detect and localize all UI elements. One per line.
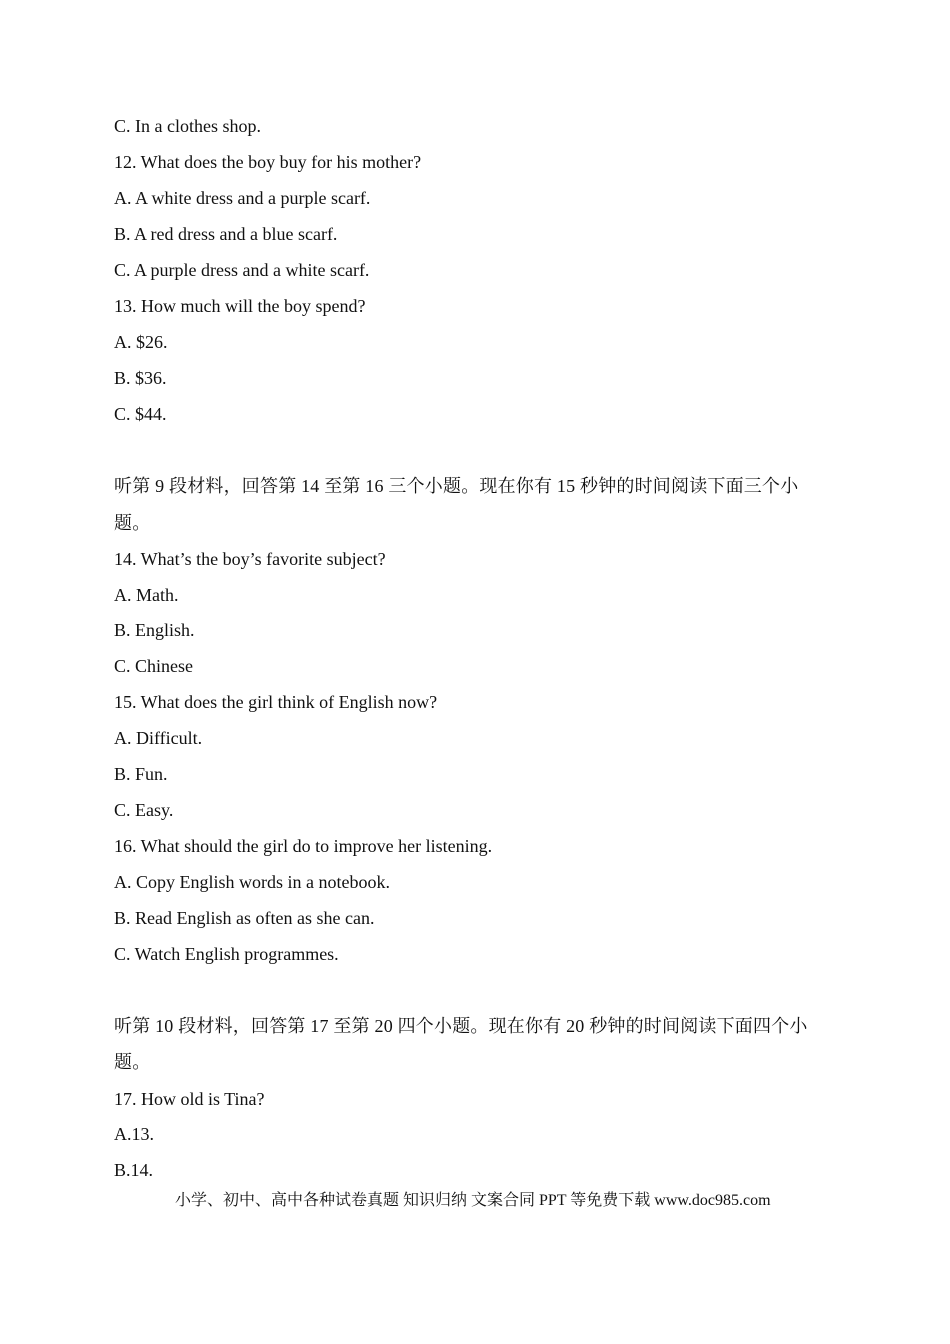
question-12: 12. What does the boy buy for his mother? xyxy=(114,152,422,172)
option-17a: A.13. xyxy=(114,1124,154,1144)
option-17b: B.14. xyxy=(114,1160,154,1180)
option-14b: B. English. xyxy=(114,620,195,640)
option-16a: A. Copy English words in a notebook. xyxy=(114,872,390,892)
question-14: 14. What’s the boy’s favorite subject? xyxy=(114,549,386,569)
section-9-instruction: 听第 9 段材料，回答第 14 至第 16 三个小题。现在你有 15 秒钟的时间阅读下面三个小 xyxy=(114,476,799,496)
option-15c: C. Easy. xyxy=(114,800,174,820)
option-12a: A. A white dress and a purple scarf. xyxy=(114,188,371,208)
option-16b: B. Read English as often as she can. xyxy=(114,908,375,928)
question-16: 16. What should the girl do to improve her listening. xyxy=(114,836,493,856)
option-12b: B. A red dress and a blue scarf. xyxy=(114,224,338,244)
option-14c: C. Chinese xyxy=(114,656,193,676)
question-15: 15. What does the girl think of English now? xyxy=(114,692,438,712)
section-10-instruction-cont: 题。 xyxy=(114,1052,151,1072)
option-15a: A. Difficult. xyxy=(114,728,203,748)
section-9-instruction-cont: 题。 xyxy=(114,513,151,533)
option-11c: C. In a clothes shop. xyxy=(114,116,261,136)
question-13: 13. How much will the boy spend? xyxy=(114,296,366,316)
option-13a: A. $26. xyxy=(114,332,168,352)
option-12c: C. A purple dress and a white scarf. xyxy=(114,260,370,280)
option-15b: B. Fun. xyxy=(114,764,168,784)
page-footer: 小学、初中、高中各种试卷真题 知识归纳 文案合同 PPT 等免费下载 www.doc985.com xyxy=(175,1192,771,1209)
option-13b: B. $36. xyxy=(114,368,167,388)
section-10-instruction: 听第 10 段材料，回答第 17 至第 20 四个小题。现在你有 20 秒钟的时间阅读下面四个小 xyxy=(114,1016,808,1036)
option-16c: C. Watch English programmes. xyxy=(114,944,339,964)
option-13c: C. $44. xyxy=(114,404,167,424)
question-17: 17. How old is Tina? xyxy=(114,1089,265,1109)
option-14a: A. Math. xyxy=(114,585,179,605)
